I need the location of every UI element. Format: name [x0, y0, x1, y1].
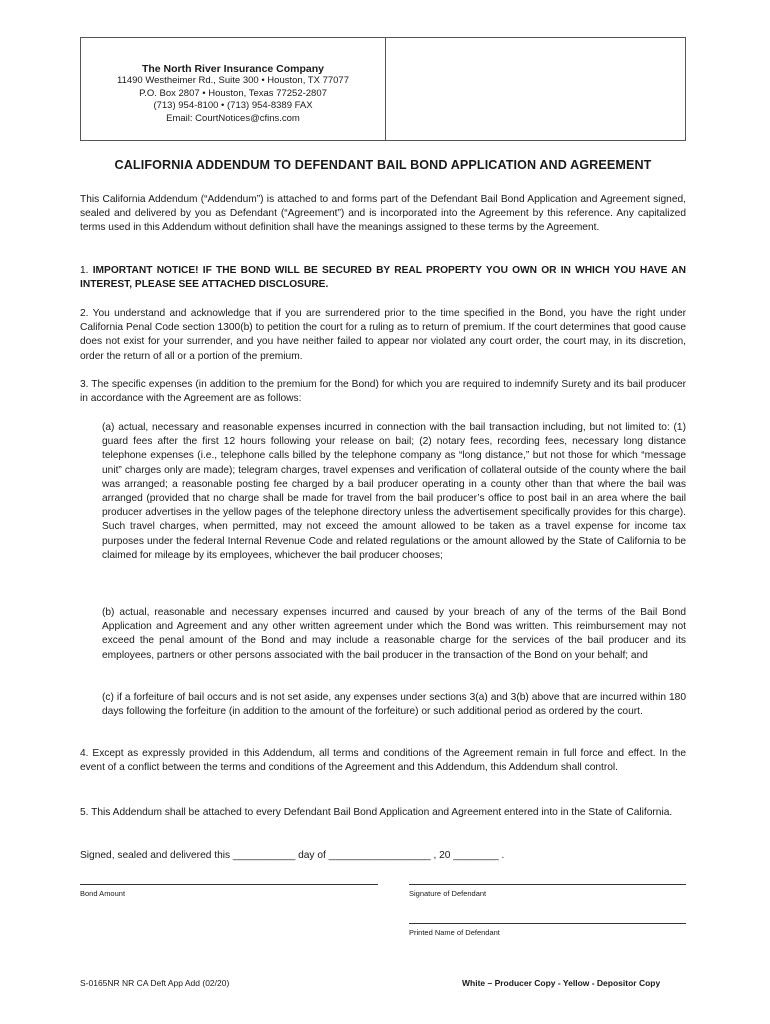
company-name: The North River Insurance Company — [141, 63, 325, 75]
section-1 — [80, 264, 686, 292]
email-line: Email: CourtNotices@cfins.com — [166, 112, 300, 124]
section-3c: (c) if a forfeiture of bail occurs and is not set aside, any expenses under sections 3(a) and 3(b) above that are incurred within 180 days following the forfeiture (in addition to the amount of the forfeiture) or such additional period as ordered by the court. — [102, 692, 686, 718]
section-1-number: 1. — [80, 265, 89, 276]
section-1-text: IMPORTANT NOTICE! IF THE BOND WILL BE SECURED BY REAL PROPERTY YOU OWN OR IN WHICH YOU HAVE AN INTEREST, PLEASE SEE ATTACHED DISCLOSURE. — [80, 265, 686, 291]
printed-name-line[interactable] — [409, 923, 686, 924]
signed-date-line[interactable]: Signed, sealed and delivered this ___________ day of __________________ , 20 ________ . — [80, 850, 505, 861]
document-title: CALIFORNIA ADDENDUM TO DEFENDANT BAIL BOND APPLICATION AND AGREEMENT — [114, 158, 652, 172]
signature-line[interactable] — [409, 884, 686, 885]
copy-distribution: White – Producer Copy - Yellow - Depositor Copy — [462, 978, 661, 988]
section-3: 3. The specific expenses (in addition to the premium for the Bond) for which you are required to indemnify Surety and its bail producer in accordance with the Agreement are as follows: — [80, 379, 686, 405]
header-box — [80, 37, 686, 141]
address-line: 11490 Westheimer Rd., Suite 300 • Houston, TX 77077 — [117, 75, 349, 86]
insurer-info — [81, 38, 386, 140]
section-3a: (a) actual, necessary and reasonable expenses incurred in connection with the bail transaction including, but not limited to: (1) guard fees after the first 12 hours following your release on bail; (2) notary fees, recording fees, necessary long distance telephone expenses (i.e., telephone calls billed by the telephone company as “long distance,” but not those for which “message unit” charges only are made); telegram charges, travel expenses and verification of collateral outside of the county where the bail was arranged; a reasonable posting fee charged by a bail producer operating in a county other than that where the bail was arranged (provided that no charge shall be made for travel from the bail producer’s office to post bail in an area where the bail producer advertises in the yellow pages of the telephone directory unless the advertisement specifically provides for this charge). Such travel charges, when permitted, may not exceed the amount allowed to be taken as a travel expense for income tax purposes under the federal Internal Revenue Code and related regulations or the amount allowed by the State of California to be claimed for mileage by its employees, whichever the bail producer chooses; — [102, 422, 686, 561]
bond-amount-label: Bond Amount — [80, 889, 126, 898]
form-id: S-0165NR NR CA Deft App Add (02/20) — [80, 978, 230, 988]
section-3b: (b) actual, reasonable and necessary expenses incurred and caused by your breach of any of the terms of the Bail Bond Application and Agreement and any other written agreement under which the Bond was written. This reimbursement may not exceed the penal amount of the Bond and may include a reasonable charge for the services of the bail producer and its employees, partners or other persons associated with the bail producer in the transaction of the Bond on your behalf; and — [102, 607, 686, 661]
address-line: P.O. Box 2807 • Houston, Texas 77252-2807 — [139, 87, 327, 99]
bond-amount-line[interactable] — [80, 884, 378, 885]
section-2: 2. You understand and acknowledge that if you are surrendered prior to the time specified in the Bond, you have the right under California Penal Code section 1300(b) to petition the court for a ruling as to return of premium. If the court determines that good cause does not exist for your surrender, and you have neither failed to appear nor violated any court order, the court may, in its discretion, order the return of all or a portion of the premium. — [80, 308, 686, 362]
signature-label: Signature of Defendant — [409, 889, 487, 898]
intro-paragraph: This California Addendum (“Addendum”) is attached to and forms part of the Defendant Bail Bond Application and Agreement signed, sealed and delivered by you as Defendant (“Agreement”) and is incorporated into the Agreement by this reference. Any capitalized terms used in this Addendum without definition shall have the meanings assigned to these terms by the Agreement. — [80, 194, 686, 234]
section-5: 5. This Addendum shall be attached to every Defendant Bail Bond Application and Agreement entered into in the State of California. — [80, 807, 673, 818]
address-line: (713) 954-8100 • (713) 954-8389 FAX — [153, 100, 313, 111]
section-4: 4. Except as expressly provided in this Addendum, all terms and conditions of the Agreement remain in full force and effect. In the event of a conflict between the terms and conditions of the Agreement and this Addendum, this Addendum shall control. — [80, 748, 686, 774]
printed-name-label: Printed Name of Defendant — [409, 928, 500, 937]
